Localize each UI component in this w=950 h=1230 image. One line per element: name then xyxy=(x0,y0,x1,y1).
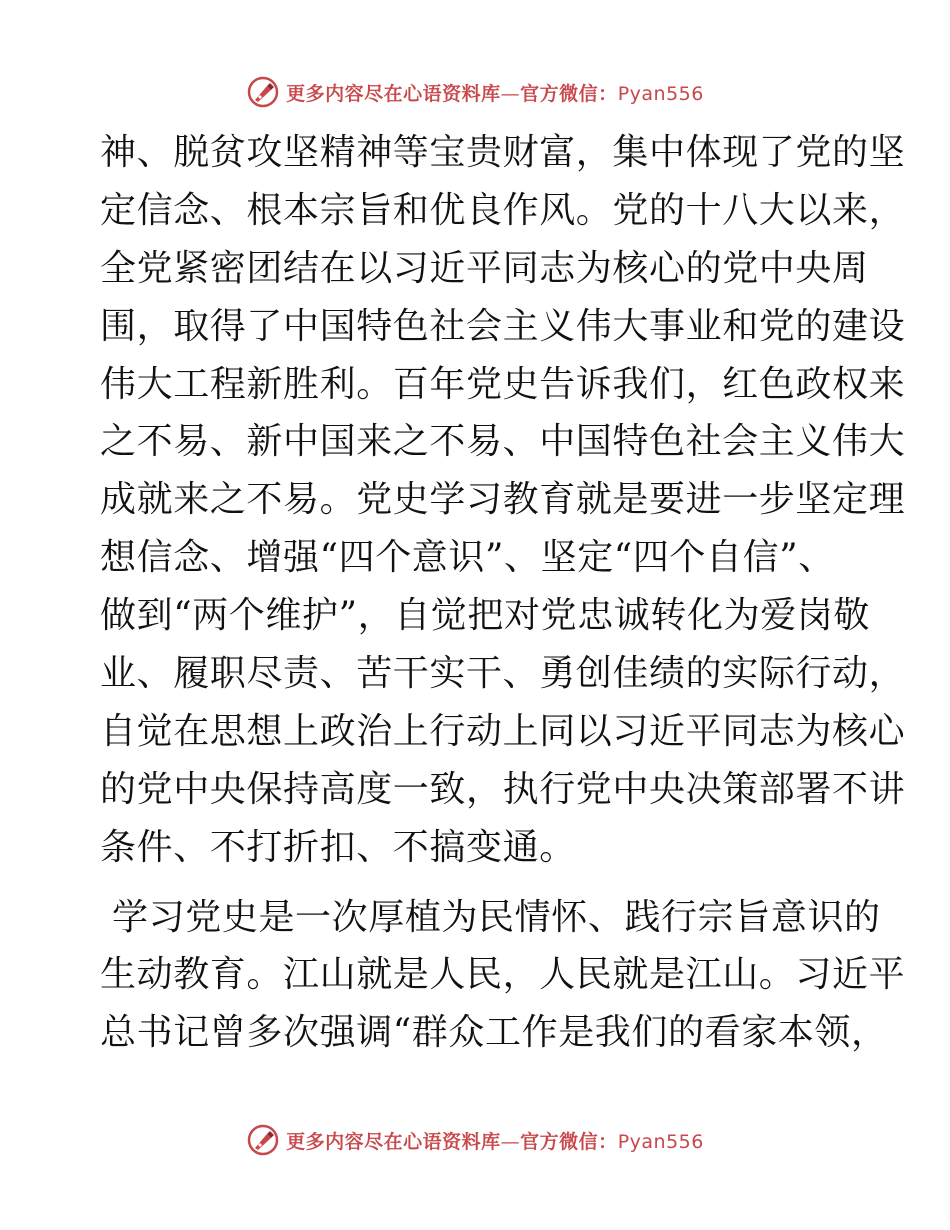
pen-nib-icon xyxy=(246,1123,280,1157)
pen-nib-icon xyxy=(246,75,280,109)
paragraph-1 xyxy=(100,124,906,877)
footer-wechat-label: 官方微信： xyxy=(520,1130,618,1153)
text-line: 围，取得了中国特色社会主义伟大事业和党的建设 xyxy=(100,305,906,347)
text-line: 做到“两个维护”，自觉把对党忠诚转化为爱岗敬 xyxy=(100,595,871,637)
text-line: 学习党史是一次厚植为民情怀、践行宗旨意识的 xyxy=(100,896,881,938)
footer-dash: — xyxy=(500,1130,521,1153)
text-line: 条件、不打折扣、不搞变通。 xyxy=(100,826,576,868)
text-line: 的党中央保持高度一致，执行党中央决策部署不讲 xyxy=(100,768,906,810)
text-line: 总书记曾多次强调“群众工作是我们的看家本领， xyxy=(100,1012,888,1054)
paragraph-spacer xyxy=(100,877,852,889)
text-line: 之不易、新中国来之不易、中国特色社会主义伟大 xyxy=(100,421,906,463)
footer-site-text: 更多内容尽在心语资料库 xyxy=(286,1130,501,1153)
text-line: 神、脱贫攻坚精神等宝贵财富，集中体现了党的坚 xyxy=(100,132,906,173)
text-line: 伟大工程新胜利。百年党史告诉我们，红色政权来 xyxy=(100,363,906,405)
text-line: 成就来之不易。党史学习教育就是要进一步坚定理 xyxy=(100,479,906,521)
header-dash: — xyxy=(500,82,521,105)
footer-banner xyxy=(286,1127,704,1154)
header-site-text: 更多内容尽在心语资料库 xyxy=(286,82,501,105)
footer-wechat-id: Pyan556 xyxy=(617,1130,704,1153)
page-footer xyxy=(0,1120,950,1160)
text-line: 全党紧密团结在以习近平同志为核心的党中央周 xyxy=(100,247,869,289)
text-line: 想信念、增强“四个意识”、坚定“四个自信”、 xyxy=(100,537,835,579)
text-line: 定信念、根本宗旨和优良作风。党的十八大以来， xyxy=(100,189,906,231)
header-wechat-label: 官方微信： xyxy=(520,82,618,105)
document-body xyxy=(100,124,906,1062)
header-banner xyxy=(286,79,704,106)
header-wechat-id: Pyan556 xyxy=(617,82,704,105)
text-line: 生动教育。江山就是人民，人民就是江山。习近平 xyxy=(100,954,906,996)
text-line: 业、履职尽责、苦干实干、勇创佳绩的实际行动， xyxy=(100,653,906,695)
page-header xyxy=(0,72,950,112)
paragraph-2 xyxy=(100,889,906,1063)
text-line: 自觉在思想上政治上行动上同以习近平同志为核心 xyxy=(100,710,906,752)
